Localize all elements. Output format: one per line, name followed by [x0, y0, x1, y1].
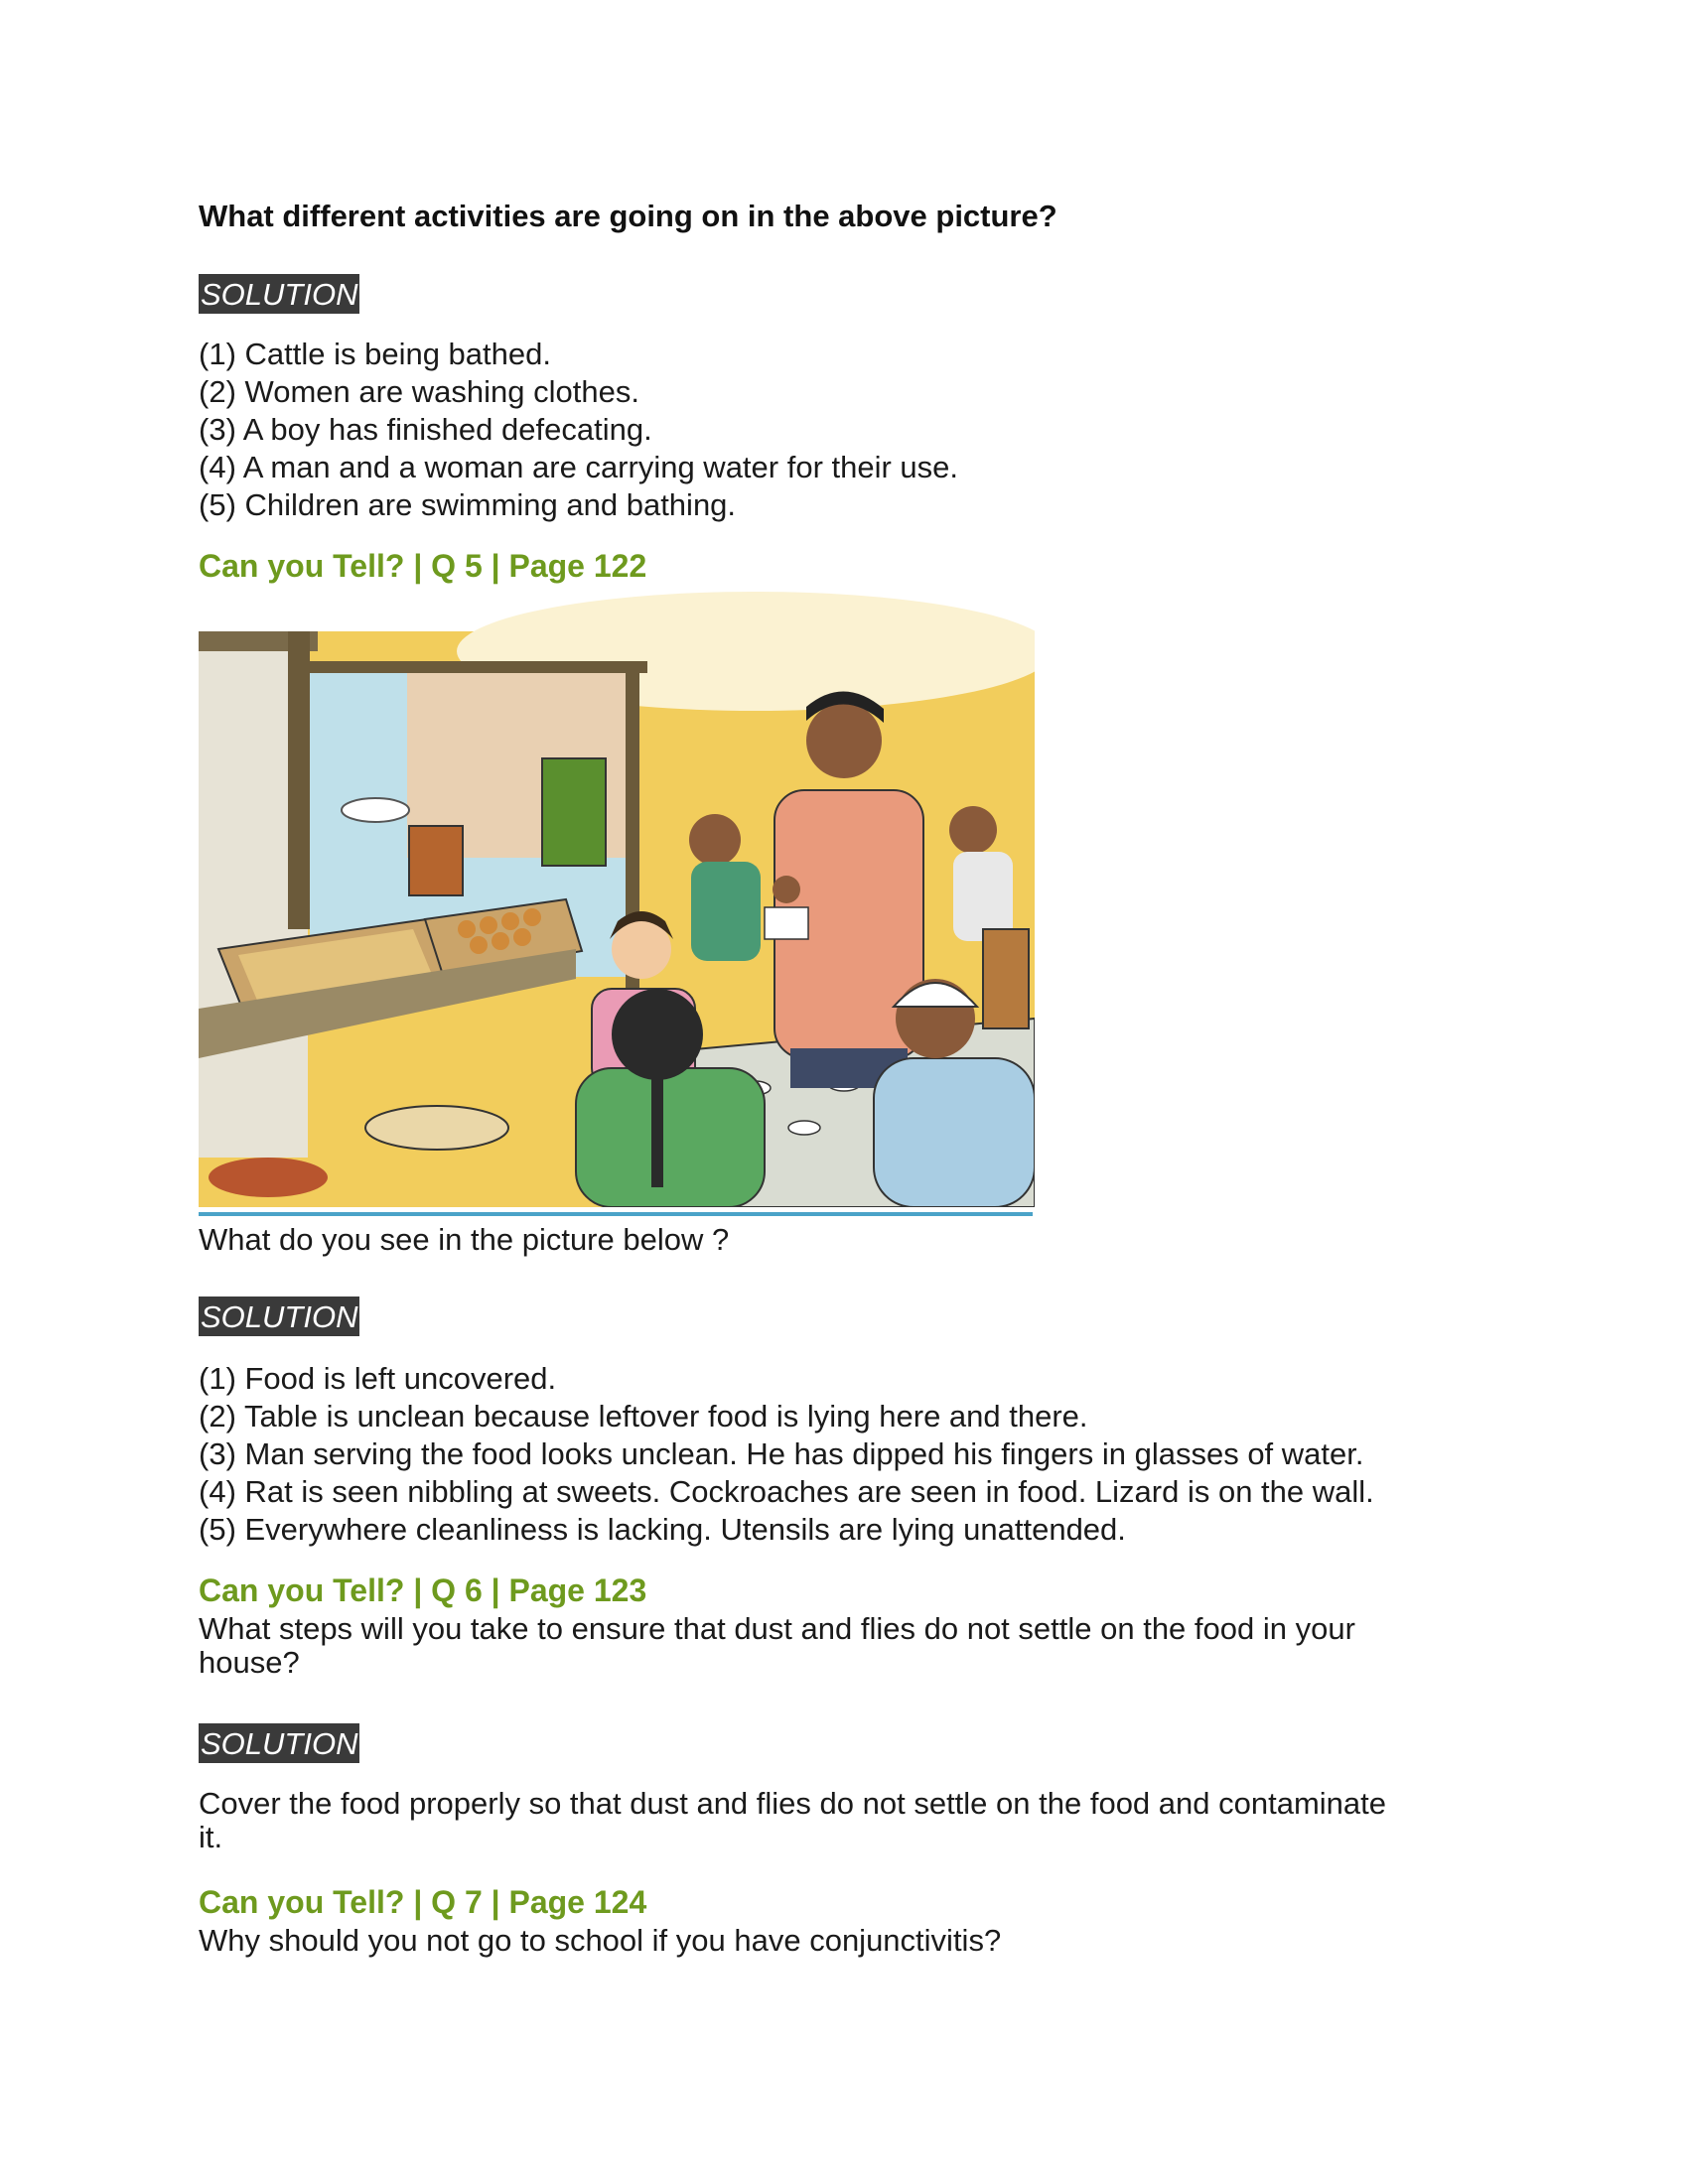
answer-list-1: [199, 336, 958, 524]
heading-q7: Can you Tell? | Q 7 | Page 124: [199, 1884, 647, 1920]
list-item: (2) Table is unclean because leftover food is lying here and there.: [199, 1399, 1088, 1433]
question-line: house?: [199, 1645, 300, 1680]
list-item: (5) Children are swimming and bathing.: [199, 487, 737, 522]
unhygienic-restaurant-illustration: [199, 592, 1035, 1207]
question-dust-flies: [199, 1612, 1355, 1680]
list-item: (2) Women are washing clothes.: [199, 374, 639, 409]
answer-line: Cover the food properly so that dust and flies do not settle on the food and contaminate: [199, 1786, 1386, 1821]
list-item: (3) A boy has finished defecating.: [199, 412, 652, 447]
list-item: (1) Cattle is being bathed.: [199, 337, 551, 371]
question-line: What steps will you take to ensure that dust and flies do not settle on the food in your: [199, 1611, 1355, 1646]
illustration-divider: [199, 1212, 1033, 1216]
list-item: (5) Everywhere cleanliness is lacking. Utensils are lying unattended.: [199, 1512, 1126, 1547]
answer-cover-food: [199, 1787, 1386, 1854]
solution-label-text: SOLUTION: [199, 274, 359, 314]
solution-label-2: [199, 1297, 359, 1336]
question-activities: What different activities are going on in the above picture?: [199, 199, 1057, 233]
solution-label-3: [199, 1723, 359, 1763]
heading-q5: Can you Tell? | Q 5 | Page 122: [199, 548, 647, 584]
list-item: (1) Food is left uncovered.: [199, 1361, 557, 1396]
answer-line: it.: [199, 1820, 223, 1854]
list-item: (4) Rat is seen nibbling at sweets. Cockroaches are seen in food. Lizard is on the wall.: [199, 1474, 1374, 1509]
answer-list-2: [199, 1360, 1374, 1549]
heading-q6: Can you Tell? | Q 6 | Page 123: [199, 1572, 647, 1608]
solution-label-text: SOLUTION: [199, 1723, 359, 1763]
question-see-picture: What do you see in the picture below ?: [199, 1222, 730, 1257]
question-conjunctivitis: Why should you not go to school if you have conjunctivitis?: [199, 1923, 1002, 1958]
list-item: (3) Man serving the food looks unclean. He has dipped his fingers in glasses of water.: [199, 1436, 1364, 1471]
solution-label-1: [199, 274, 359, 314]
list-item: (4) A man and a woman are carrying water for their use.: [199, 450, 959, 484]
solution-label-text: SOLUTION: [199, 1297, 359, 1336]
